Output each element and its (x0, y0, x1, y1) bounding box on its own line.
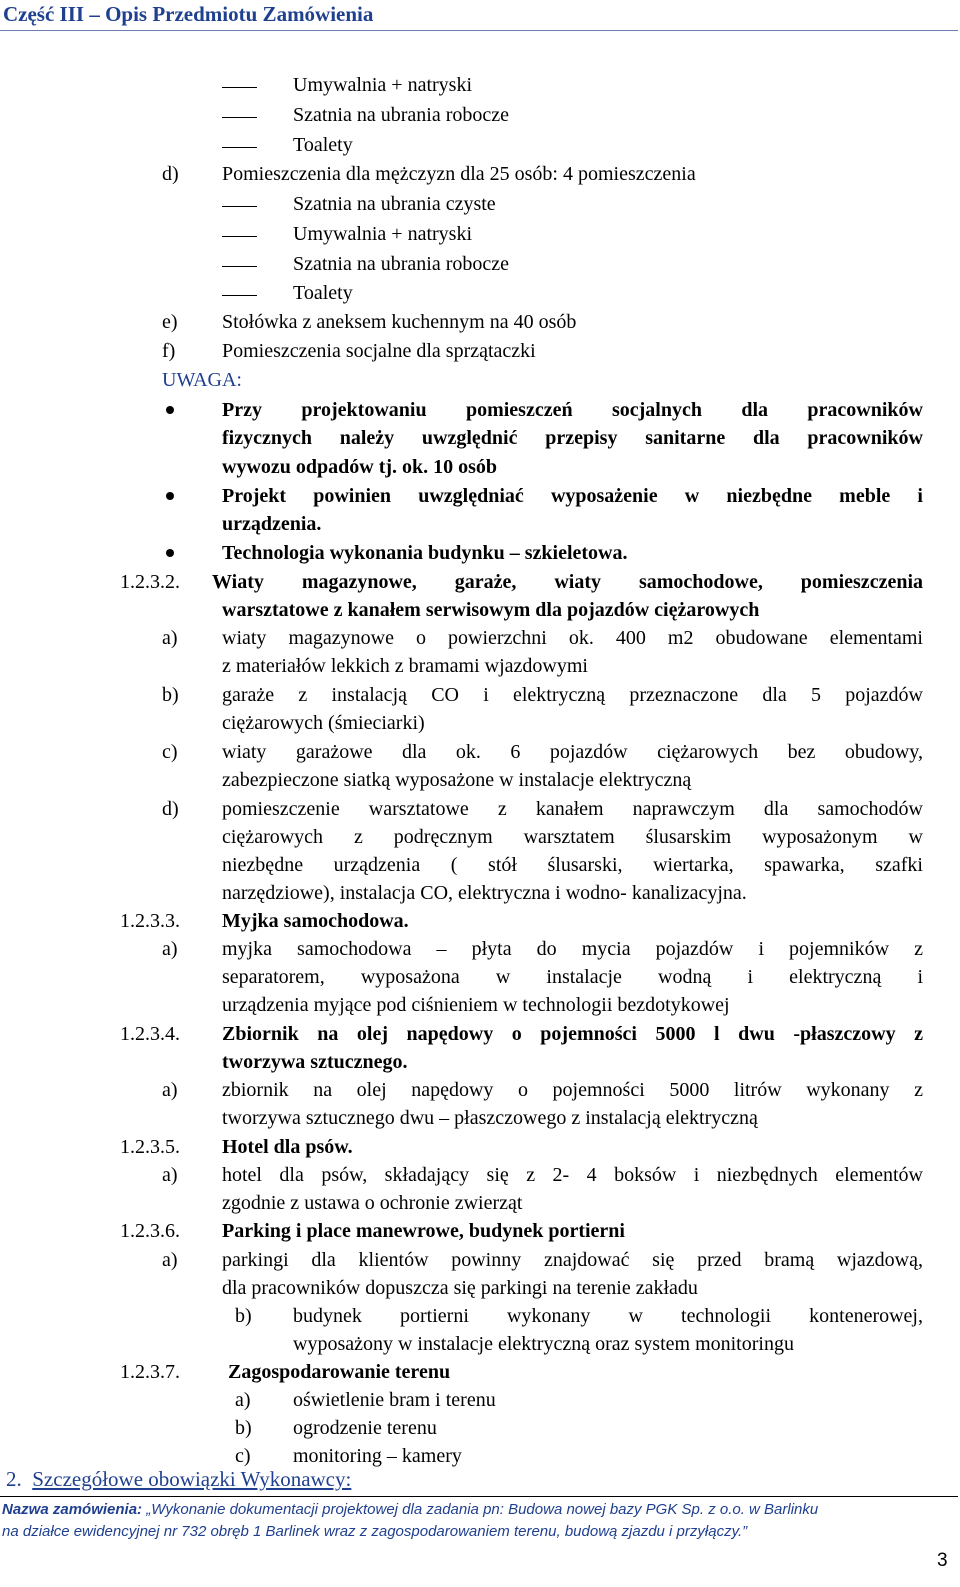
footer-line-1 (2, 1500, 818, 1520)
list-item: Szatnia na ubrania czyste (293, 193, 496, 215)
note-line: Technologia wykonania budynku – szkieletowa. (222, 542, 628, 564)
item-text: narzędziowe), instalacja CO, elektryczna i wodno- kanalizacyjna. (222, 882, 747, 904)
item-marker: a) (162, 1164, 178, 1186)
dash-marker (222, 295, 257, 296)
item-text: urządzenia myjące pod ciśnieniem w technologii bezdotykowej (222, 994, 730, 1016)
dash-marker (222, 236, 257, 237)
item-marker: a) (162, 627, 178, 649)
item-marker: b) (235, 1417, 252, 1439)
section-title: Hotel dla psów. (222, 1136, 353, 1158)
footer-line-2: na działce ewidencyjnej nr 732 obręb 1 Barlinek wraz z zagospodarowaniem terenu, budową zjazdu i przyłączy.” (2, 1523, 748, 1540)
item-text: zbiornik na olej napędowy o pojemności 5000 litrów wykonany z (222, 1079, 923, 1101)
list-item: Toalety (293, 134, 353, 156)
section-number: 1.2.3.5. (120, 1136, 180, 1158)
item-text: oświetlenie bram i terenu (293, 1389, 496, 1411)
page-header-title: Część III – Opis Przedmiotu Zamówienia (3, 2, 374, 26)
dash-marker (222, 117, 257, 118)
section-title: Wiaty magazynowe, garaże, wiaty samochodowe, pomieszczenia (212, 571, 923, 593)
note-line: Projekt powinien uwzględniać wyposażenie w niezbędne meble i (222, 485, 923, 507)
list-item: Pomieszczenia dla mężczyzn dla 25 osób: 4 pomieszczenia (222, 163, 696, 185)
item-marker: b) (235, 1305, 252, 1327)
item-text: ogrodzenie terenu (293, 1417, 437, 1439)
item-text: hotel dla psów, składający się z 2- 4 boksów i niezbędnych elementów (222, 1164, 923, 1186)
list-item: Stołówka z aneksem kuchennym na 40 osób (222, 311, 577, 333)
item-text: ciężarowych z podręcznym warsztatem ślusarskim wyposażonym w (222, 826, 923, 848)
section-title: Zagospodarowanie terenu (228, 1361, 451, 1383)
section-2-heading (6, 1466, 351, 1492)
note-line: fizycznych należy uwzględnić przepisy sanitarne dla pracowników (222, 427, 923, 449)
item-marker: c) (162, 741, 178, 763)
item-text: ciężarowych (śmieciarki) (222, 712, 425, 734)
dash-marker (222, 266, 257, 267)
item-text: niezbędne urządzenia ( stół ślusarski, wiertarka, spawarka, szafki (222, 854, 923, 876)
dash-marker (222, 147, 257, 148)
item-text: monitoring – kamery (293, 1445, 462, 1467)
page-number: 3 (937, 1550, 948, 1571)
list-item: Szatnia na ubrania robocze (293, 253, 510, 275)
section-title: warsztatowe z kanałem serwisowym dla pojazdów ciężarowych (222, 599, 760, 621)
item-text: garaże z instalacją CO i elektryczną przeznaczone dla 5 pojazdów (222, 684, 923, 706)
item-text: pomieszczenie warsztatowe z kanałem naprawczym dla samochodów (222, 798, 923, 820)
item-marker: a) (162, 1249, 178, 1271)
list-item: Umywalnia + natryski (293, 74, 473, 96)
footer-divider (0, 1496, 958, 1497)
item-text: wyposażony w instalacje elektryczną oraz system monitoringu (293, 1333, 794, 1355)
footer-text: „Wykonanie dokumentacji projektowej dla zadania pn: Budowa nowej bazy PGK Sp. z o.o. w Barlinku (146, 1501, 819, 1518)
footer-label: Nazwa zamówienia: (2, 1501, 143, 1518)
item-marker: f) (162, 340, 176, 362)
section-number: 1.2.3.7. (120, 1361, 180, 1383)
uwaga-label: UWAGA: (162, 369, 242, 391)
item-marker: b) (162, 684, 179, 706)
section-2-number: 2. (6, 1467, 22, 1491)
list-item: Toalety (293, 282, 353, 304)
item-marker: e) (162, 311, 178, 333)
dash-marker (222, 87, 257, 88)
item-text: myjka samochodowa – płyta do mycia pojazdów i pojemników z (222, 938, 923, 960)
item-text: zabezpieczone siatką wyposażone w instalacje elektryczną (222, 769, 692, 791)
section-2-title: Szczegółowe obowiązki Wykonawcy: (32, 1467, 352, 1491)
section-title: Parking i place manewrowe, budynek portierni (222, 1220, 625, 1242)
section-number: 1.2.3.6. (120, 1220, 180, 1242)
bullet-icon (166, 406, 174, 414)
item-marker: c) (235, 1445, 251, 1467)
list-item: Szatnia na ubrania robocze (293, 104, 510, 126)
section-number: 1.2.3.3. (120, 910, 180, 932)
item-marker: a) (162, 938, 178, 960)
item-text: budynek portierni wykonany w technologii kontenerowej, (293, 1305, 923, 1327)
list-item: Umywalnia + natryski (293, 223, 473, 245)
bullet-icon (166, 492, 174, 500)
item-text: z materiałów lekkich z bramami wjazdowymi (222, 655, 588, 677)
item-text: wiaty garażowe dla ok. 6 pojazdów ciężarowych bez obudowy, (222, 741, 923, 763)
dash-marker (222, 206, 257, 207)
note-line: Przy projektowaniu pomieszczeń socjalnych dla pracowników (222, 399, 923, 421)
item-text: parkingi dla klientów powinny znajdować się przed bramą wjazdową, (222, 1249, 923, 1271)
section-number: 1.2.3.2. (120, 571, 180, 593)
item-text: dla pracowników dopuszcza się parkingi na terenie zakładu (222, 1277, 698, 1299)
section-number: 1.2.3.4. (120, 1023, 180, 1045)
item-marker: d) (162, 163, 179, 185)
item-text: zgodnie z ustawa o ochronie zwierząt (222, 1192, 523, 1214)
item-marker: a) (162, 1079, 178, 1101)
section-title: tworzywa sztucznego. (222, 1051, 408, 1073)
item-text: wiaty magazynowe o powierzchni ok. 400 m2 obudowane elementami (222, 627, 923, 649)
section-title: Myjka samochodowa. (222, 910, 409, 932)
header-divider (0, 30, 958, 31)
item-marker: d) (162, 798, 179, 820)
item-text: separatorem, wyposażona w instalacje wodną i elektryczną i (222, 966, 923, 988)
list-item: Pomieszczenia socjalne dla sprzątaczki (222, 340, 536, 362)
section-title: Zbiornik na olej napędowy o pojemności 5000 l dwu -płaszczowy z (222, 1023, 923, 1045)
item-text: tworzywa sztucznego dwu – płaszczowego z instalacją elektryczną (222, 1107, 758, 1129)
note-line: urządzenia. (222, 513, 322, 535)
note-line: wywozu odpadów tj. ok. 10 osób (222, 456, 498, 478)
item-marker: a) (235, 1389, 251, 1411)
bullet-icon (166, 549, 174, 557)
